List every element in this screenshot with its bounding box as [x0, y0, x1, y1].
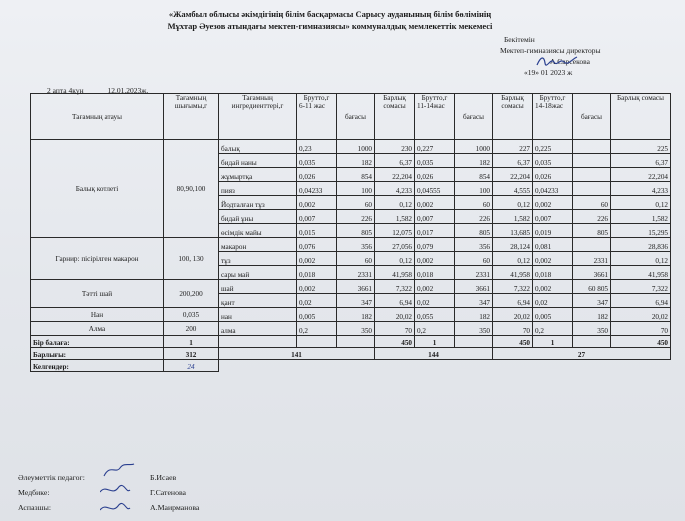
- value-cell: 0,04233: [297, 182, 337, 196]
- value-cell: 1,582: [375, 210, 415, 224]
- dish-yield: 0,035: [164, 308, 219, 322]
- dish-yield: 100, 130: [164, 238, 219, 280]
- col-total-3: Барлық сомасы: [611, 94, 671, 140]
- came-label: Келгендер:: [31, 360, 164, 372]
- approve-date: «19» 01 2023 ж: [524, 68, 573, 77]
- col-total-1: Барлық сомасы: [375, 94, 415, 140]
- one-child-row: [31, 336, 671, 348]
- value-cell: 0,12: [493, 196, 533, 210]
- value-cell: [573, 238, 611, 252]
- gross-label-3: Брутто,г: [539, 94, 566, 102]
- value-cell: 13,685: [493, 224, 533, 238]
- ingredient-name: нан: [219, 308, 297, 322]
- value-cell: 100: [337, 182, 375, 196]
- value-cell: 0,055: [415, 308, 455, 322]
- value-cell: [573, 168, 611, 182]
- total-group-1: 141: [219, 348, 375, 360]
- table-row: [31, 308, 671, 322]
- one-child-label: Бір балаға:: [31, 336, 164, 348]
- dish-yield: 200: [164, 322, 219, 336]
- value-cell: 227: [493, 140, 533, 154]
- age-label-2: 11-14жас: [417, 102, 445, 110]
- nurse-label: Медбике:: [18, 488, 50, 497]
- value-cell: [573, 182, 611, 196]
- col-gross-1: [297, 94, 337, 140]
- came-value: 24: [164, 360, 219, 372]
- ingredient-name: пияз: [219, 182, 297, 196]
- value-cell: 350: [337, 322, 375, 336]
- value-cell: 347: [337, 294, 375, 308]
- value-cell: 854: [455, 168, 493, 182]
- value-cell: 0,005: [297, 308, 337, 322]
- value-cell: 1000: [337, 140, 375, 154]
- value-cell: 27,056: [375, 238, 415, 252]
- value-cell: 182: [573, 308, 611, 322]
- col-ingredient: Тағамның ингредиенттері,г: [219, 94, 297, 140]
- value-cell: 0,005: [533, 308, 573, 322]
- table-row: [31, 280, 671, 294]
- value-cell: 41,958: [611, 266, 671, 280]
- value-cell: 347: [573, 294, 611, 308]
- one-child-yield: 1: [164, 336, 219, 348]
- dish-name: Нан: [31, 308, 164, 322]
- dish-name: Балық котлеті: [31, 140, 164, 238]
- value-cell: 20,02: [493, 308, 533, 322]
- one-child-total-1: 450: [375, 336, 415, 348]
- value-cell: 0,007: [415, 210, 455, 224]
- one-child-empty-2: [297, 336, 337, 348]
- value-cell: 0,04233: [533, 182, 573, 196]
- ingredient-name: бидай наны: [219, 154, 297, 168]
- value-cell: 60: [455, 252, 493, 266]
- table-row: [31, 238, 671, 252]
- table-row: [31, 322, 671, 336]
- age-label-1: 6-11 жас: [299, 102, 326, 110]
- value-cell: 182: [455, 154, 493, 168]
- value-cell: 0,12: [375, 196, 415, 210]
- table-header-row: [31, 94, 671, 140]
- value-cell: 0,23: [297, 140, 337, 154]
- value-cell: 0,019: [533, 224, 573, 238]
- gross-label-1: Брутто,г: [303, 94, 330, 102]
- one-child-empty-1: [219, 336, 297, 348]
- value-cell: 0,007: [533, 210, 573, 224]
- menu-date: 12.01.2023ж.: [107, 86, 149, 95]
- value-cell: 182: [455, 308, 493, 322]
- value-cell: 2331: [337, 266, 375, 280]
- value-cell: 7,322: [611, 280, 671, 294]
- staff-labels: [18, 470, 85, 515]
- value-cell: 226: [337, 210, 375, 224]
- total-row: [31, 348, 671, 360]
- value-cell: 805: [455, 224, 493, 238]
- table-row: [31, 140, 671, 154]
- value-cell: 60: [455, 196, 493, 210]
- ingredient-name: макарон: [219, 238, 297, 252]
- ingredient-name: бидай ұны: [219, 210, 297, 224]
- value-cell: 0,002: [415, 196, 455, 210]
- menu-body: [31, 140, 671, 336]
- col-price-2: бағасы: [455, 94, 493, 140]
- value-cell: 0,018: [415, 266, 455, 280]
- one-child-empty-5: [573, 336, 611, 348]
- approve-title: Бекітемін: [504, 35, 535, 44]
- value-cell: 2331: [455, 266, 493, 280]
- ingredient-name: сары май: [219, 266, 297, 280]
- value-cell: 182: [337, 154, 375, 168]
- value-cell: 0,12: [611, 252, 671, 266]
- ingredient-name: қант: [219, 294, 297, 308]
- approve-name: А.Сарсекова: [550, 57, 590, 66]
- value-cell: 0,002: [533, 252, 573, 266]
- ingredient-name: Йодталған тұз: [219, 196, 297, 210]
- value-cell: 0,035: [415, 154, 455, 168]
- col-gross-2: [415, 94, 455, 140]
- one-child-total-2: 450: [493, 336, 533, 348]
- col-price-1: бағасы: [337, 94, 375, 140]
- value-cell: 2331: [573, 252, 611, 266]
- value-cell: 0,002: [415, 252, 455, 266]
- value-cell: 0,079: [415, 238, 455, 252]
- value-cell: 22,204: [493, 168, 533, 182]
- col-price-3: бағасы: [573, 94, 611, 140]
- cook-label: Аспазшы:: [18, 503, 52, 512]
- ingredient-name: балық: [219, 140, 297, 154]
- value-cell: 0,017: [415, 224, 455, 238]
- week-day: 2 апта 4күн: [47, 86, 84, 95]
- value-cell: 0,2: [297, 322, 337, 336]
- ingredient-name: жұмыртқа: [219, 168, 297, 182]
- pedagog-name: Б.Исаев: [150, 473, 177, 482]
- director-signature: [535, 54, 579, 68]
- came-empty: [219, 360, 671, 372]
- total-label: Барлығы:: [31, 348, 164, 360]
- value-cell: 28,124: [493, 238, 533, 252]
- ingredient-name: өсімдік майы: [219, 224, 297, 238]
- value-cell: 0,02: [533, 294, 573, 308]
- value-cell: 60: [337, 196, 375, 210]
- value-cell: 0,002: [533, 196, 573, 210]
- col-yield: Тағамның шығымы,г: [164, 94, 219, 140]
- one-child-gross-2: 1: [415, 336, 455, 348]
- value-cell: 230: [375, 140, 415, 154]
- value-cell: 3661: [455, 280, 493, 294]
- came-row: [31, 360, 671, 372]
- col-gross-3: [533, 94, 573, 140]
- one-child-empty-4: [455, 336, 493, 348]
- value-cell: 15,295: [611, 224, 671, 238]
- organization-header: [120, 8, 540, 32]
- value-cell: 356: [337, 238, 375, 252]
- value-cell: 1,582: [611, 210, 671, 224]
- value-cell: 0,002: [297, 252, 337, 266]
- value-cell: 28,836: [611, 238, 671, 252]
- total-group-3: 27: [493, 348, 671, 360]
- value-cell: 60: [573, 196, 611, 210]
- value-cell: 0,02: [297, 294, 337, 308]
- value-cell: 0,035: [533, 154, 573, 168]
- value-cell: 0,026: [533, 168, 573, 182]
- ingredient-name: тұз: [219, 252, 297, 266]
- value-cell: 0,007: [297, 210, 337, 224]
- value-cell: 1,582: [493, 210, 533, 224]
- value-cell: 70: [375, 322, 415, 336]
- value-cell: 182: [337, 308, 375, 322]
- pedagog-label: Әлеуметтік педагог:: [18, 473, 85, 482]
- age-label-3: 14-18жас: [535, 102, 564, 110]
- value-cell: 6,94: [493, 294, 533, 308]
- value-cell: 0,02: [415, 294, 455, 308]
- value-cell: 7,322: [375, 280, 415, 294]
- org-line-1: «Жамбыл облысы әкімдігінің білім басқармасы Сарысу ауданының білім бөлімінің: [168, 9, 492, 19]
- value-cell: 356: [455, 238, 493, 252]
- value-cell: 20,02: [611, 308, 671, 322]
- value-cell: 805: [573, 224, 611, 238]
- value-cell: 70: [611, 322, 671, 336]
- value-cell: 225: [611, 140, 671, 154]
- dish-name: Алма: [31, 322, 164, 336]
- value-cell: 4,555: [493, 182, 533, 196]
- value-cell: 0,018: [533, 266, 573, 280]
- value-cell: 0,002: [297, 280, 337, 294]
- org-line-2: Мұхтар Әуезов атындағы мектеп-гимназиясы» коммуналдық мемлекеттік мекемесі: [167, 21, 493, 31]
- value-cell: 41,958: [375, 266, 415, 280]
- value-cell: 226: [573, 210, 611, 224]
- value-cell: 0,04555: [415, 182, 455, 196]
- value-cell: 100: [455, 182, 493, 196]
- value-cell: 854: [337, 168, 375, 182]
- value-cell: 0,002: [533, 280, 573, 294]
- value-cell: 3661: [337, 280, 375, 294]
- value-cell: 0,2: [415, 322, 455, 336]
- value-cell: 0,026: [297, 168, 337, 182]
- value-cell: 0,12: [611, 196, 671, 210]
- value-cell: 4,233: [611, 182, 671, 196]
- one-child-total-3: 450: [611, 336, 671, 348]
- value-cell: 22,204: [375, 168, 415, 182]
- cook-name: А.Маирманова: [150, 503, 200, 512]
- value-cell: 6,94: [375, 294, 415, 308]
- total-group-2: 144: [375, 348, 493, 360]
- value-cell: 0,015: [297, 224, 337, 238]
- gross-label-2: Брутто,г: [421, 94, 448, 102]
- value-cell: 0,018: [297, 266, 337, 280]
- value-cell: [573, 154, 611, 168]
- one-child-empty-3: [337, 336, 375, 348]
- value-cell: 1000: [455, 140, 493, 154]
- value-cell: 60: [337, 252, 375, 266]
- value-cell: 70: [493, 322, 533, 336]
- value-cell: 22,204: [611, 168, 671, 182]
- value-cell: 6,94: [611, 294, 671, 308]
- value-cell: 12,075: [375, 224, 415, 238]
- dish-yield: 80,90,100: [164, 140, 219, 238]
- value-cell: 20,02: [375, 308, 415, 322]
- value-cell: 347: [455, 294, 493, 308]
- col-total-2: Барлық сомасы: [493, 94, 533, 140]
- one-child-gross-3: 1: [533, 336, 573, 348]
- approve-role: Мектеп-гимназиясы директоры: [500, 46, 601, 55]
- value-cell: 3661: [573, 266, 611, 280]
- dish-name: Гарнир: пісірілген макарон: [31, 238, 164, 280]
- value-cell: 226: [455, 210, 493, 224]
- menu-table: [30, 93, 671, 372]
- value-cell: 0,002: [297, 196, 337, 210]
- staff-signatures: [100, 460, 150, 518]
- nurse-name: Г.Сатенова: [150, 488, 187, 497]
- value-cell: 0,026: [415, 168, 455, 182]
- col-dish: Тағамның атауы: [31, 94, 164, 140]
- value-cell: 0,076: [297, 238, 337, 252]
- value-cell: 0,225: [533, 140, 573, 154]
- dish-name: Тәтті шай: [31, 280, 164, 308]
- value-cell: 60 805: [573, 280, 611, 294]
- value-cell: [573, 140, 611, 154]
- value-cell: 7,322: [493, 280, 533, 294]
- value-cell: 41,958: [493, 266, 533, 280]
- value-cell: 0,081: [533, 238, 573, 252]
- value-cell: 4,233: [375, 182, 415, 196]
- value-cell: 0,035: [297, 154, 337, 168]
- value-cell: 350: [455, 322, 493, 336]
- value-cell: 0,227: [415, 140, 455, 154]
- staff-names: [150, 470, 199, 515]
- value-cell: 6,37: [493, 154, 533, 168]
- value-cell: 0,12: [375, 252, 415, 266]
- ingredient-name: алма: [219, 322, 297, 336]
- value-cell: 0,002: [415, 280, 455, 294]
- value-cell: 0,2: [533, 322, 573, 336]
- value-cell: 6,37: [375, 154, 415, 168]
- value-cell: 350: [573, 322, 611, 336]
- ingredient-name: шай: [219, 280, 297, 294]
- value-cell: 0,12: [493, 252, 533, 266]
- value-cell: 805: [337, 224, 375, 238]
- value-cell: 6,37: [611, 154, 671, 168]
- dish-yield: 200,200: [164, 280, 219, 308]
- total-yield: 312: [164, 348, 219, 360]
